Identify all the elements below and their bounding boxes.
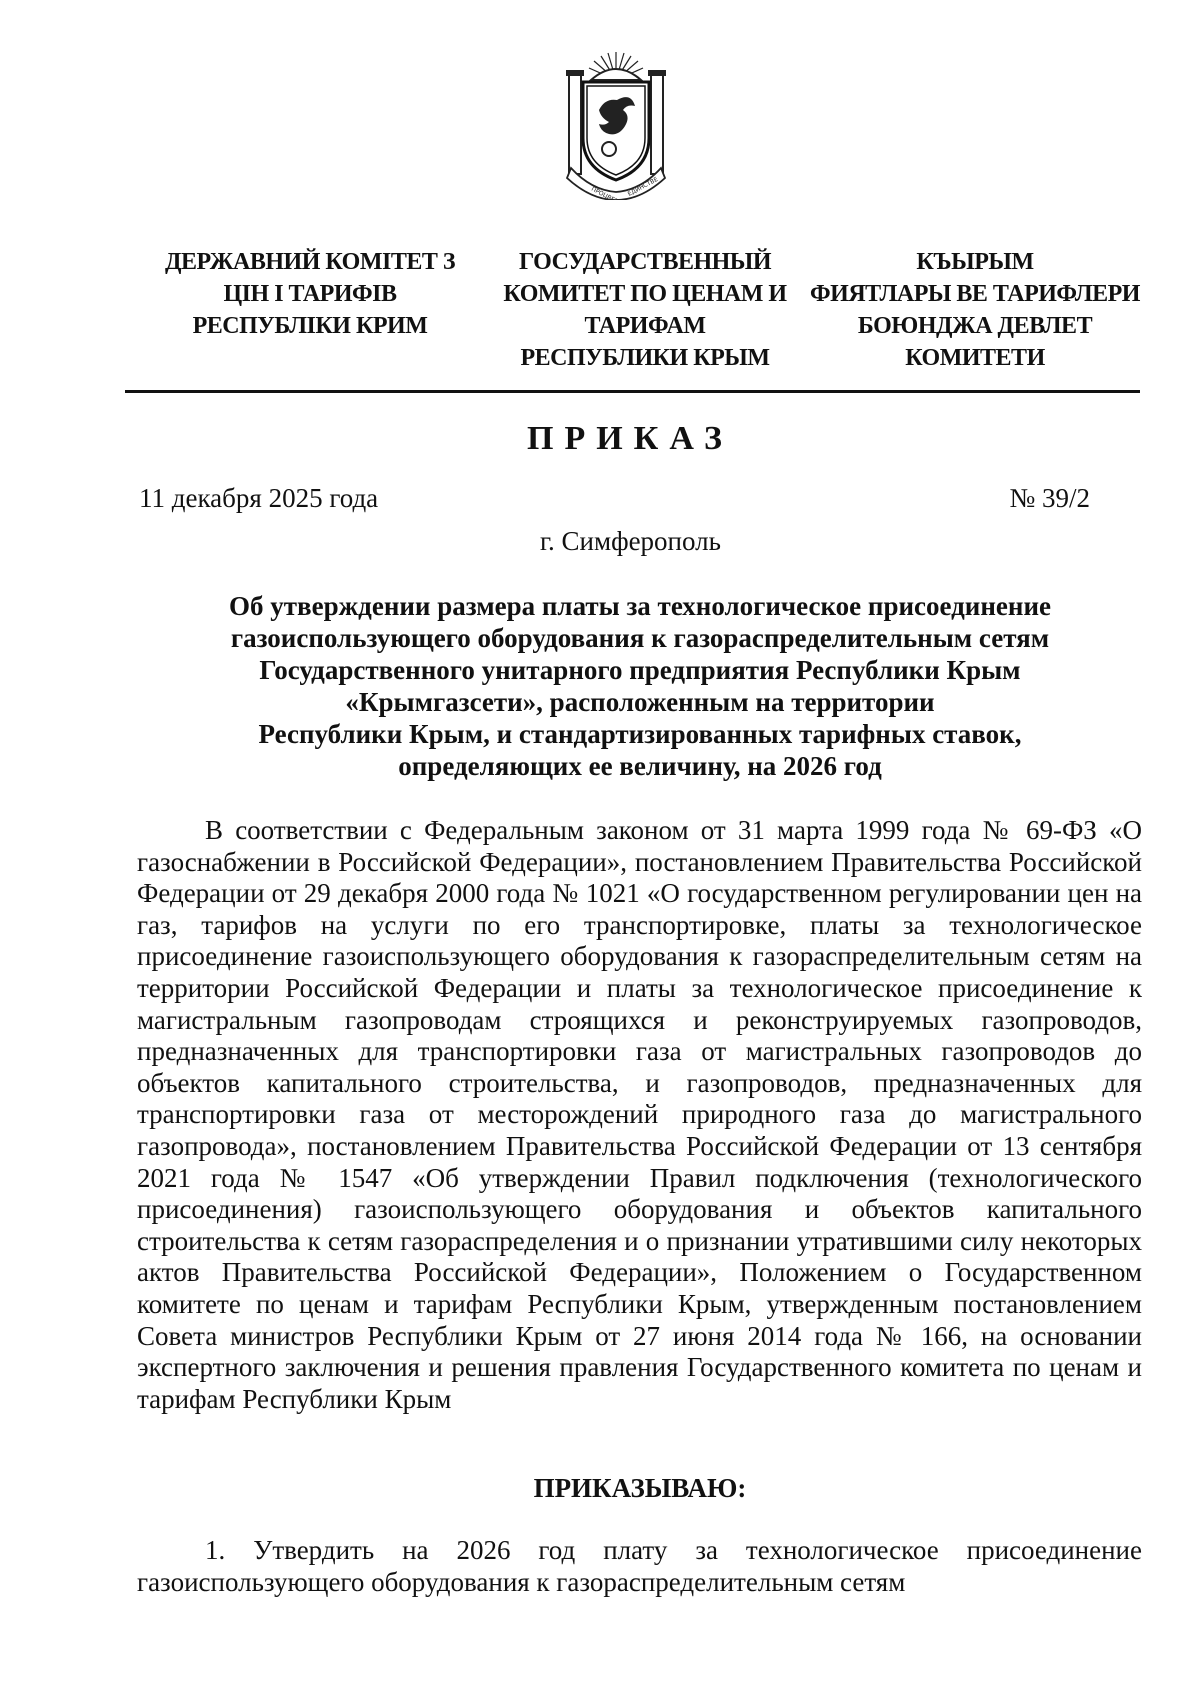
title-line: Республики Крым, и стандартизированных тарифных ставок, xyxy=(258,719,1022,749)
header-russian xyxy=(480,246,810,374)
header-crimean-tatar xyxy=(810,246,1140,374)
title-line: Государственного унитарного предприятия Республики Крым xyxy=(259,655,1021,685)
title-line: газоиспользующего оборудования к газораспределительным сетям xyxy=(230,623,1050,653)
header-ua-line: РЕСПУБЛІКИ КРИМ xyxy=(192,313,428,339)
title-line: Об утверждении размера платы за технологическое присоединение xyxy=(229,591,1051,621)
header-crh-line: КОМИТЕТИ xyxy=(905,345,1045,371)
header-ukrainian xyxy=(140,246,480,342)
header-crh-line: ФИЯТЛАРЫ ВЕ ТАРИФЛЕРИ xyxy=(810,281,1140,307)
header-ru-line: КОМИТЕТ ПО ЦЕНАМ И xyxy=(503,281,787,307)
emblem-motto-right: ЕДИНСТВЕ xyxy=(626,175,660,198)
header-ru-line: РЕСПУБЛИКИ КРЫМ xyxy=(520,345,770,371)
order-item-1: 1. Утвердить на 2026 год плату за технологическое присоединение газоиспользующего оборудования к газораспределительным сетям xyxy=(137,1535,1142,1597)
header-ru-line: ГОСУДАРСТВЕННЫЙ xyxy=(518,249,772,275)
title-line: «Крымгазсети», расположенным на территории xyxy=(345,687,935,717)
header-ru-line: ТАРИФАМ xyxy=(584,313,706,339)
header-crh-line: БОЮНДЖА ДЕВЛЕТ xyxy=(857,313,1093,339)
document-date: 11 декабря 2025 года xyxy=(139,483,379,513)
header-ua-line: ДЕРЖАВНИЙ КОМІТЕТ З xyxy=(164,249,456,275)
preamble-paragraph: В соответствии с Федеральным законом от 31 марта 1999 года № 69-ФЗ «О газоснабжении в Российской Федерации», постановлением Правительства Российской Федерации от 29 декабря 2000 года № 1021 «О государственном регулировании цен на газ, тарифов на услуги по его транспортировке, платы за технологическое присоединение газоиспользующего оборудования к газораспределительным сетям на территории Российской Федерации и платы за технологическое присоединение к магистральным газопроводам строящихся и реконструируемых газопроводов, предназначенных для транспортировки газа от магистральных газопроводов до объектов капитального строительства, и газопроводов, предназначенных для транспортировки газа от месторождений природного газа до магистрального газопровода», постановлением Правительства Российской Федерации от 13 сентября 2021 года № 1547 «Об утверждении Правил подключения (технологического присоединения) газоиспользующего оборудования и объектов капитального строительства к сетям газораспределения и о признании утратившими силу некоторых актов Правительства Российской Федерации», Положением о Государственном комитете по ценам и тарифам Республики Крым, утвержденным постановлением Совета министров Республики Крым от 27 июня 2014 года № 166, на основании экспертного заключения и решения правления Государственного комитета по ценам и тарифам Республики Крым xyxy=(137,815,1142,1414)
document-type: ПРИКАЗ xyxy=(527,420,733,457)
coat-of-arms-icon xyxy=(561,50,671,200)
document-number: № 39/2 xyxy=(1009,483,1090,513)
header-divider xyxy=(125,390,1140,393)
order-heading: ПРИКАЗЫВАЮ: xyxy=(533,1473,747,1503)
document-city: г. Симферополь xyxy=(540,526,721,556)
document-title xyxy=(140,590,1140,782)
title-line: определяющих ее величину, на 2026 год xyxy=(398,751,882,781)
header-crh-line: КЪЫРЫМ xyxy=(916,249,1034,275)
header-ua-line: ЦІН І ТАРИФІВ xyxy=(223,281,397,307)
